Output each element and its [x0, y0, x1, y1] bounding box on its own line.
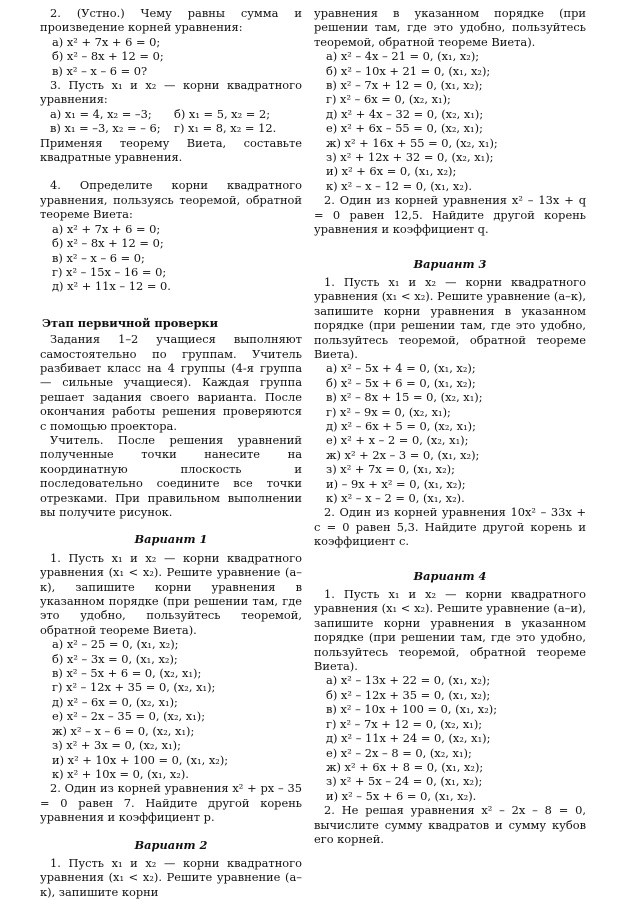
list-item: д) x² + 11x – 12 = 0. [52, 279, 171, 294]
list-item: ж) x² + 6x + 8 = 0, (x₁, x₂); [326, 759, 484, 774]
variant1-task2: 2. Один из корней уравнения x² + px – 35 = 0 равен 7. Найдите другой корень уравнения и коэффициент p. [40, 781, 302, 825]
list-item: б) x² – 12x + 35 = 0, (x₁, x₂); [326, 687, 491, 702]
variant4-list [314, 673, 586, 803]
list-item: в) x² – 10x + 100 = 0, (x₁, x₂); [326, 702, 498, 717]
list-item: г) x₁ = 8, x₂ = 12. [174, 121, 277, 136]
list-item: в) x² – 7x + 12 = 0, (x₁, x₂); [326, 78, 483, 93]
variant2-task1: 1. Пусть x₁ и x₂ — корни квадратного уравнения (x₁ < x₂). Решите уравнение (а–к), запишите корни [40, 855, 302, 899]
list-item: к) x² + 10x = 0, (x₁, x₂). [52, 766, 189, 781]
list-item: г) x² – 15x – 16 = 0; [52, 264, 167, 279]
list-item: к) x² – x – 2 = 0, (x₁, x₂). [326, 491, 465, 505]
list-item: ж) x² + 16x + 55 = 0, (x₂, x₁); [326, 135, 498, 150]
list-item: д) x² – 11x + 24 = 0, (x₂, x₁); [326, 731, 491, 746]
list-item: и) x² + 6x = 0, (x₁, x₂); [326, 164, 457, 179]
stage-paragraph: Задания 1–2 учащиеся выполняют самостоятельно по группам. Учитель разбивает класс на 4 группы (4-я группа — сильные учащиеся). Каждая группа решает задания своего варианта. После окончания работы решения проверяются с помощью проектора. [40, 332, 302, 433]
task2-list [40, 35, 302, 78]
list-item: б) x₁ = 5, x₂ = 2; [174, 106, 271, 121]
variant4-task2: 2. Не решая уравнения x² – 2x – 8 = 0, вычислите сумму квадратов и сумму кубов его корней. [314, 803, 586, 846]
list-item: з) x² + 7x = 0, (x₁, x₂); [326, 462, 455, 477]
list-item: а) x² + 7x + 6 = 0; [52, 34, 161, 49]
task2-text: 2. (Устно.) Чему равны сумма и произведение корней уравнения: [40, 6, 302, 35]
variant4-heading: Вариант 4 [413, 568, 487, 583]
list-item: б) x² – 10x + 21 = 0, (x₁, x₂); [326, 63, 491, 78]
list-item: е) x² + 6x – 55 = 0, (x₂, x₁); [326, 121, 483, 136]
list-item: в) x² – 8x + 15 = 0, (x₂, x₁); [326, 390, 483, 405]
right-column [314, 6, 586, 846]
list-item: и) x² – 5x + 6 = 0, (x₁, x₂). [326, 788, 477, 803]
variant1-task1: 1. Пусть x₁ и x₂ — корни квадратного уравнения (x₁ < x₂). Решите уравнение (а–к), запишите корни уравнения в указанном порядке (при решении там, где это удобно, пользуйтесь теоремой, обратной теореме Виета). [40, 550, 302, 637]
list-item: б) x² – 8x + 12 = 0; [52, 49, 164, 64]
list-item: и) – 9x + x² = 0, (x₁, x₂); [326, 476, 466, 491]
variant1-heading: Вариант 1 [134, 532, 208, 547]
variant3-task2: 2. Один из корней уравнения 10x² – 33x + c = 0 равен 5,3. Найдите другой корень и коэффициент c. [314, 505, 586, 549]
variant3-list [314, 361, 586, 505]
list-item: ж) x² – x – 6 = 0, (x₂, x₁); [52, 723, 195, 738]
stage-heading: Этап первичной проверки [42, 315, 219, 330]
list-item: з) x² + 5x – 24 = 0, (x₁, x₂); [326, 774, 483, 789]
task3-text: 3. Пусть x₁ и x₂ — корни квадратного уравнения: [40, 78, 302, 107]
list-item: г) x² – 7x + 12 = 0, (x₂, x₁); [326, 716, 483, 731]
list-item: а) x² – 25 = 0, (x₁, x₂); [52, 637, 179, 652]
variant3-task1: 1. Пусть x₁ и x₂ — корни квадратного уравнения (x₁ < x₂). Решите уравнение (а–к), запишите корни уравнения в указанном порядке (при решении там, где это удобно, пользуйтесь теоремой, обратной теореме Виета). [314, 274, 586, 361]
list-item: г) x² – 9x = 0, (x₂, x₁); [326, 404, 451, 419]
variant2-task1-cont: уравнения в указанном порядке (при решении там, где это удобно, пользуйтесь теоремой, обратной теореме Виета). [314, 6, 586, 49]
list-item: ж) x² + 2x – 3 = 0, (x₁, x₂); [326, 447, 480, 462]
variant3-heading: Вариант 3 [413, 256, 487, 271]
list-item: г) x² – 12x + 35 = 0, (x₂, x₁); [52, 680, 216, 695]
list-item: з) x² + 12x + 32 = 0, (x₂, x₁); [326, 150, 494, 165]
list-item: д) x² + 4x – 32 = 0, (x₂, x₁); [326, 106, 484, 121]
list-item: е) x² + x – 2 = 0, (x₂, x₁); [326, 433, 469, 448]
list-item: а) x² – 5x + 4 = 0, (x₁, x₂); [326, 361, 476, 376]
list-item: д) x² – 6x = 0, (x₂, x₁); [52, 694, 178, 709]
variant1-list [40, 637, 302, 781]
list-item: б) x² – 3x = 0, (x₁, x₂); [52, 651, 178, 666]
list-item: к) x² – x – 12 = 0, (x₁, x₂). [326, 178, 472, 193]
teacher-paragraph: Учитель. После решения уравнений полученные точки нанесите на координатную плоскость и последовательно соедините все точки отрезками. При правильном выполнении вы получите рисунок. [40, 432, 302, 519]
variant2-list [314, 49, 586, 193]
list-item: з) x² + 3x = 0, (x₂, x₁); [52, 738, 181, 753]
variant4-task1: 1. Пусть x₁ и x₂ — корни квадратного уравнения (x₁ < x₂). Решите уравнение (а–и), запишите корни уравнения в указанном порядке (при решении там, где это удобно, пользуйтесь теоремой, обратной теореме Виета). [314, 587, 586, 674]
task4-list [40, 222, 302, 294]
variant2-heading: Вариант 2 [134, 837, 208, 852]
list-item: в) x₁ = –3, x₂ = – 6; [50, 121, 161, 136]
list-item: а) x² – 4x – 21 = 0, (x₁, x₂); [326, 49, 480, 64]
list-item: в) x² – x – 6 = 0? [52, 63, 148, 78]
list-item: а) x² – 13x + 22 = 0, (x₁, x₂); [326, 673, 491, 688]
list-item: б) x² – 8x + 12 = 0; [52, 236, 164, 251]
list-item: г) x² – 6x = 0, (x₂, x₁); [326, 92, 451, 107]
list-item: д) x² – 6x + 5 = 0, (x₂, x₁); [326, 418, 476, 433]
variant2-task2: 2. Один из корней уравнения x² – 13x + q = 0 равен 12,5. Найдите другой корень уравнения и коэффициент q. [314, 193, 586, 237]
task3-list [40, 107, 302, 136]
list-item: в) x² – x – 6 = 0; [52, 250, 145, 265]
list-item: е) x² – 2x – 35 = 0, (x₂, x₁); [52, 709, 206, 724]
task3-after: Применяя теорему Виета, составьте квадратные уравнения. [40, 135, 302, 165]
list-item: и) x² + 10x + 100 = 0, (x₁, x₂); [52, 752, 229, 767]
list-item: а) x² + 7x + 6 = 0; [52, 221, 161, 236]
list-item: а) x₁ = 4, x₂ = –3; [50, 106, 152, 121]
list-item: е) x² – 2x – 8 = 0, (x₂, x₁); [326, 745, 472, 760]
left-column [40, 6, 302, 899]
list-item: в) x² – 5x + 6 = 0, (x₂, x₁); [52, 666, 202, 681]
list-item: б) x² – 5x + 6 = 0, (x₁, x₂); [326, 375, 476, 390]
task4-text: 4. Определите корни квадратного уравнения, пользуясь теоремой, обратной теореме Виета: [40, 178, 302, 222]
